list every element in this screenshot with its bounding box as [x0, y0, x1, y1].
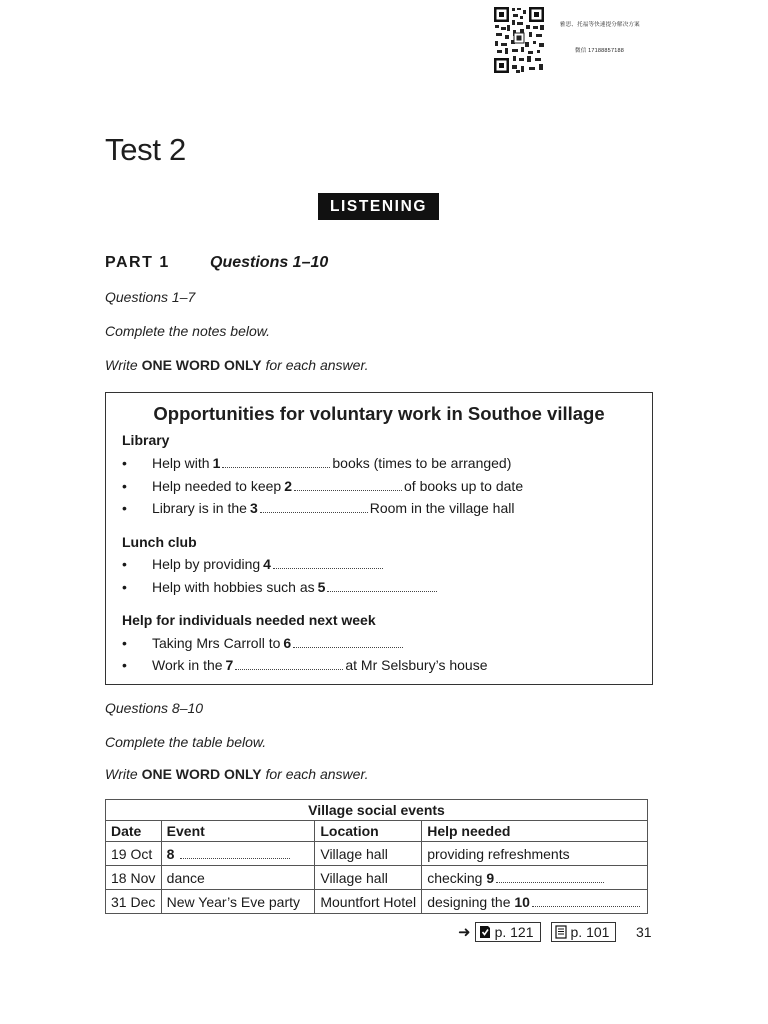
help-text: checking: [427, 869, 483, 886]
help-text: designing the: [427, 893, 511, 910]
note-item-q1: [122, 455, 511, 471]
word-limit-pre: Write: [105, 357, 142, 373]
footer-refs: [458, 922, 616, 942]
bullet-icon: •: [122, 556, 127, 572]
column-header-event: Event: [161, 821, 315, 842]
table-row: [106, 866, 648, 890]
question-number: 5: [317, 579, 326, 595]
page-number: 31: [636, 924, 652, 940]
bullet-icon: •: [122, 478, 127, 494]
question-number: 2: [284, 478, 293, 494]
table-row: [106, 842, 648, 866]
column-header-date: Date: [106, 821, 162, 842]
note-text: at Mr Selsbury’s house: [345, 657, 488, 673]
notes-instruction: Complete the notes below.: [105, 323, 270, 339]
note-text: Work in the: [152, 657, 223, 673]
part-heading: [105, 254, 328, 272]
answer-blank-8[interactable]: [180, 849, 290, 859]
word-limit-post: for each answer.: [261, 766, 369, 782]
word-limit-pre: Write: [105, 766, 142, 782]
events-table: [105, 799, 648, 914]
bullet-icon: •: [122, 657, 127, 673]
cell-event: New Year’s Eve party: [161, 890, 315, 914]
question-number: 3: [249, 500, 258, 516]
answer-blank-1[interactable]: [222, 458, 330, 468]
note-item-q4: [122, 556, 385, 572]
answer-key-icon: [479, 925, 491, 939]
bullet-icon: •: [122, 635, 127, 651]
question-number: 1: [212, 455, 221, 471]
answer-blank-9[interactable]: [496, 873, 604, 883]
transcript-ref[interactable]: [551, 922, 617, 942]
note-text: Help with hobbies such as: [152, 579, 315, 595]
part-label: PART 1: [105, 254, 170, 271]
notes-title: Opportunities for voluntary work in Southoe village: [153, 403, 605, 424]
note-text: Room in the village hall: [369, 500, 515, 516]
bullet-icon: •: [122, 455, 127, 471]
question-number: 9: [486, 869, 495, 886]
table-word-limit: [105, 766, 368, 782]
transcript-page: p. 101: [570, 924, 610, 940]
cell-event: dance: [161, 866, 315, 890]
table-row: [106, 890, 648, 914]
qr-code-image: [493, 6, 545, 74]
table-questions-label: Questions 8–10: [105, 700, 204, 716]
answer-blank-5[interactable]: [327, 582, 437, 592]
notes-questions-label: Questions 1–7: [105, 289, 196, 305]
arrow-icon: ➜: [458, 924, 471, 941]
cell-location: Village hall: [315, 866, 422, 890]
notes-box: [105, 392, 653, 685]
cell-date: 19 Oct: [106, 842, 162, 866]
cell-location: Mountfort Hotel: [315, 890, 422, 914]
cell-location: Village hall: [315, 842, 422, 866]
note-item-q3: [122, 500, 514, 516]
individuals-heading: Help for individuals needed next week: [122, 612, 376, 628]
word-limit-bold: ONE WORD ONLY: [141, 766, 262, 782]
test-title: Test 2: [105, 132, 186, 167]
qr-caption-line-2: 微信 17188857188: [575, 48, 624, 54]
cell-event: [161, 842, 315, 866]
note-text: books (times to be arranged): [332, 455, 512, 471]
table-instruction: Complete the table below.: [105, 734, 267, 750]
answer-key-page: p. 121: [494, 924, 534, 940]
section-label: LISTENING: [318, 193, 439, 220]
bullet-icon: •: [122, 579, 127, 595]
cell-date: 31 Dec: [106, 890, 162, 914]
question-number: 6: [283, 635, 292, 651]
question-number: 7: [225, 657, 234, 673]
answer-key-ref[interactable]: [475, 922, 541, 942]
qr-caption-line-1: 雅思、托福等快速提分解决方案: [560, 22, 640, 28]
note-text: Help by providing: [152, 556, 261, 572]
part-questions: Questions 1–10: [210, 254, 329, 271]
note-item-q2: [122, 478, 523, 494]
note-text: of books up to date: [404, 478, 524, 494]
word-limit-post: for each answer.: [261, 357, 369, 373]
answer-blank-6[interactable]: [293, 638, 403, 648]
note-text: Help needed to keep: [152, 478, 282, 494]
word-limit-bold: ONE WORD ONLY: [141, 357, 262, 373]
note-item-q5: [122, 579, 439, 595]
answer-blank-2[interactable]: [294, 481, 402, 491]
note-text: Taking Mrs Carroll to: [152, 635, 281, 651]
question-number: 4: [263, 556, 271, 572]
transcript-icon: [555, 925, 567, 939]
column-header-help-needed: Help needed: [422, 821, 648, 842]
note-text: Help with: [152, 455, 210, 471]
note-item-q6: [122, 635, 405, 651]
table-caption: Village social events: [106, 800, 648, 821]
library-heading: Library: [122, 432, 170, 448]
cell-help: [422, 890, 648, 914]
note-text: Library is in the: [152, 500, 247, 516]
notes-word-limit: [105, 357, 368, 373]
answer-blank-4[interactable]: [273, 559, 383, 569]
cell-help: [422, 866, 648, 890]
answer-blank-7[interactable]: [235, 660, 343, 670]
column-header-location: Location: [315, 821, 422, 842]
question-number: 10: [514, 893, 530, 910]
answer-blank-10[interactable]: [532, 897, 640, 907]
cell-help: providing refreshments: [422, 842, 648, 866]
answer-blank-3[interactable]: [260, 503, 368, 513]
question-number: 8: [166, 845, 175, 862]
cell-date: 18 Nov: [106, 866, 162, 890]
bullet-icon: •: [122, 500, 127, 516]
note-item-q7: [122, 657, 487, 673]
lunch-club-heading: Lunch club: [122, 534, 197, 550]
